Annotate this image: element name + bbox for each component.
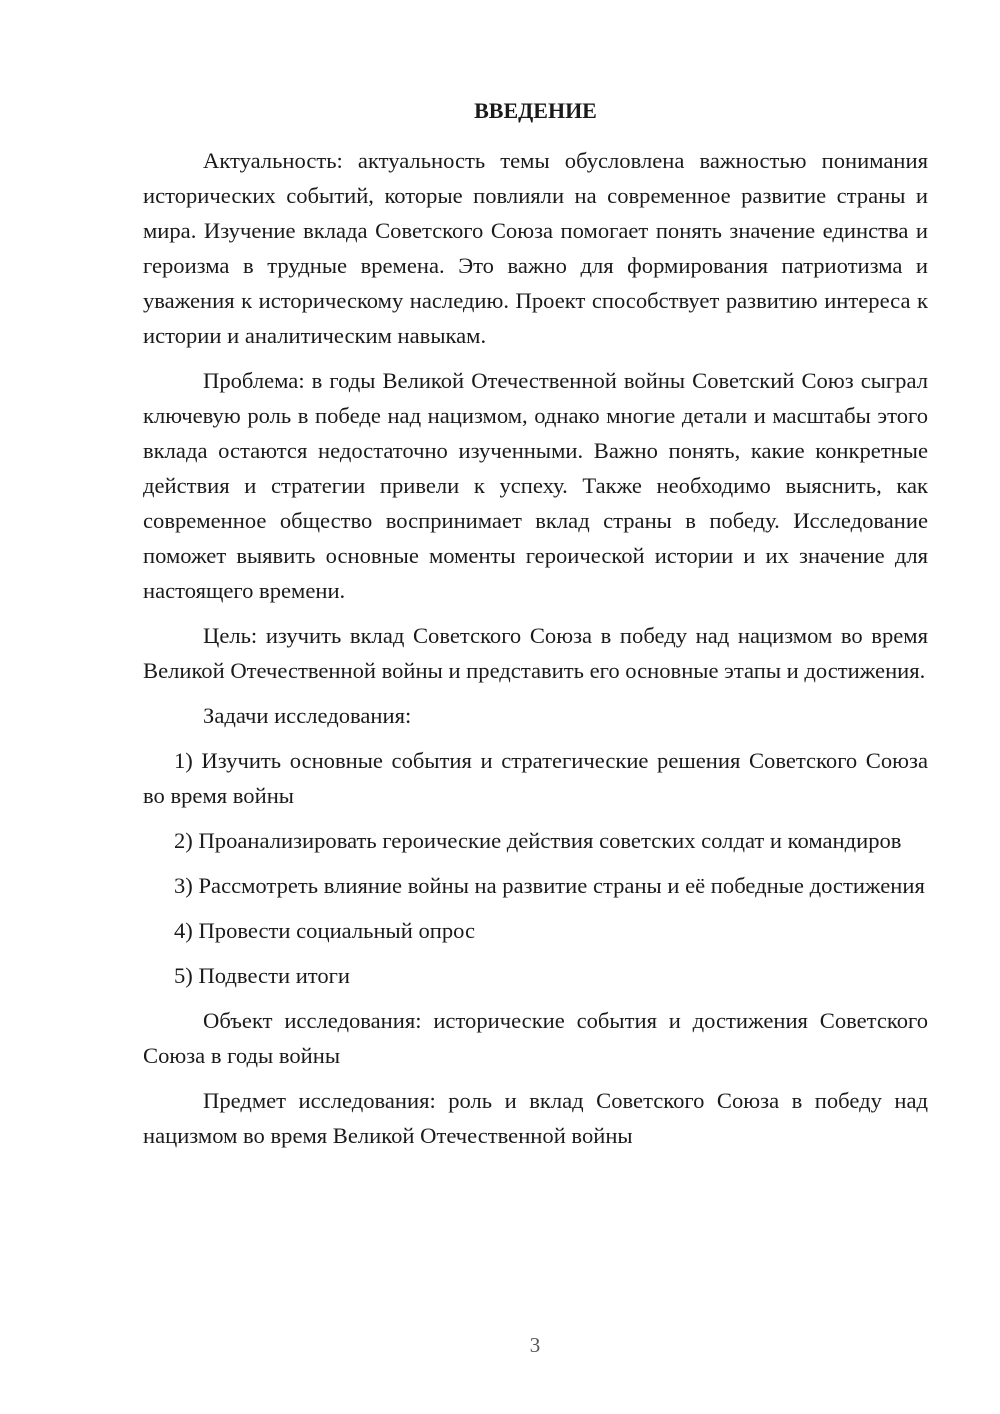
section-heading: ВВЕДЕНИЕ [474, 98, 597, 123]
task-item-5: 5) Подвести итоги [174, 963, 351, 988]
page-number: 3 [529, 1333, 541, 1357]
goal-paragraph: Цель: изучить вклад Советского Союза в победу над нацизмом во время Великой Отечественной войны и представить его основные этапы и достижения. [143, 623, 928, 683]
problem-paragraph: Проблема: в годы Великой Отечественной войны Советский Союз сыграл ключевую роль в победе над нацизмом, однако многие детали и масштабы этого вклада остаются недостаточно изученными. Важно понять, какие конкретные действия и стратегии привели к успеху. Также необходимо выяснить, как современное общество воспринимает вклад страны в победу. Исследование поможет выявить основные моменты героической истории и их значение для настоящего времени. [143, 368, 928, 603]
task-item-2: 2) Проанализировать героические действия советских солдат и командиров [174, 828, 902, 853]
task-item-1: 1) Изучить основные события и стратегические решения Советского Союза во время войны [143, 748, 928, 808]
task-item-3: 3) Рассмотреть влияние войны на развитие страны и её победные достижения [174, 873, 925, 898]
relevance-paragraph: Актуальность: актуальность темы обусловлена важностью понимания исторических событий, которые повлияли на современное развитие страны и мира. Изучение вклада Советского Союза помогает понять значение единства и героизма в трудные времена. Это важно для формирования патриотизма и уважения к историческому наследию. Проект способствует развитию интереса к истории и аналитическим навыкам. [143, 148, 928, 348]
tasks-heading: Задачи исследования: [203, 703, 412, 728]
object-paragraph: Объект исследования: исторические события и достижения Советского Союза в годы войны [143, 1008, 928, 1068]
page-content [143, 96, 928, 1163]
task-item-4: 4) Провести социальный опрос [174, 918, 476, 943]
subject-paragraph: Предмет исследования: роль и вклад Советского Союза в победу над нацизмом во время Великой Отечественной войны [143, 1088, 928, 1148]
